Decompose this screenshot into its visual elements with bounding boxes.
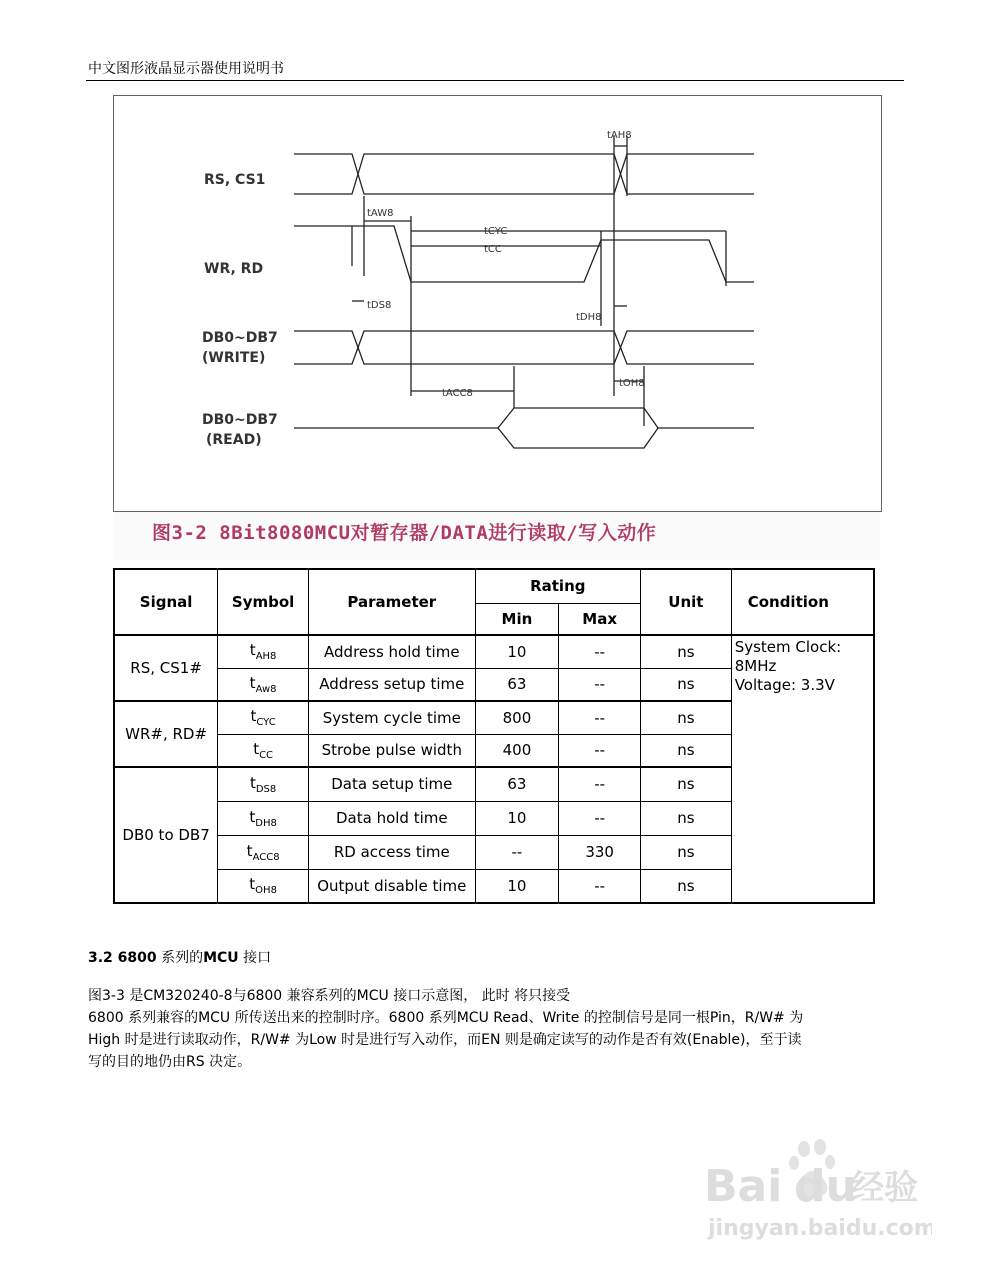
min-cell: 10 [475,801,559,835]
max-cell: -- [559,734,641,767]
symbol-cell [218,801,309,835]
symbol-subscript: CC [259,749,274,761]
symbol-cell [218,635,309,668]
paragraph-line-2: 6800 系列兼容的MCU 所传送出来的控制时序。6800 系列MCU Read、Write 的控制信号是同一根Pin，R/W# 为 [88,1010,804,1026]
min-cell: 10 [475,635,559,668]
header-min: Min [475,603,559,635]
max-cell: -- [559,767,641,801]
parameter-cell: Strobe pulse width [309,734,476,767]
max-cell: -- [559,668,641,701]
group-wr-rd: WR#, RD# [114,701,218,767]
signal-label-db-write: DB0~DB7 [202,330,278,346]
timing-label-tcc: tCC [484,244,502,255]
diagram-caption: 图3-2 8Bit8080MCU对暂存器/DATA进行读取/写入动作 [152,522,657,544]
condition-clock-value: 8MHz [734,657,777,675]
table-row [114,635,874,668]
symbol-base: t [249,773,256,792]
max-cell: -- [559,635,641,668]
timing-label-tcyc: tCYC [484,226,508,237]
timing-label-tacc8: tACC8 [442,388,473,399]
signal-label-wr: WR, RD [204,261,264,277]
timing-diagram [113,95,882,512]
header-condition: Condition [731,569,874,635]
baidu-watermark [702,1135,932,1255]
section-mcu: MCU [203,950,239,966]
timing-label-taw8: tAW8 [367,208,394,219]
symbol-subscript: Aw8 [255,683,277,695]
symbol-cell [218,668,309,701]
timing-spec-table [113,568,875,904]
max-cell: -- [559,701,641,734]
signal-label-write: (WRITE) [202,350,266,366]
section-number: 3.2 6800 [88,950,157,966]
symbol-cell [218,869,309,903]
condition-voltage: Voltage: 3.3V [734,676,835,694]
min-cell: 63 [475,668,559,701]
unit-cell: ns [641,767,732,801]
paragraph-line-3: High 时是进行读取动作，R/W# 为Low 时是进行写入动作，而EN 则是确定读写的动作是否有效(Enable)，至于读 [88,1032,802,1048]
header-max: Max [559,603,641,635]
symbol-subscript: DS8 [255,783,277,795]
symbol-subscript: OH8 [255,885,277,897]
unit-cell: ns [641,668,732,701]
symbol-subscript: CYC [256,717,276,729]
condition-cell [731,635,874,903]
symbol-subscript: AH8 [255,651,277,663]
paragraph-line-1: 图3-3 是CM320240-8与6800 兼容系列的MCU 接口示意图， 此时 将只接受 [88,988,571,1004]
group-rs-cs1: RS, CS1# [114,635,218,701]
section-text-1: 系列的 [156,950,204,966]
timing-label-tds8: tDS8 [367,300,392,311]
watermark-jingyan: 经验 [850,1168,918,1208]
symbol-cell [218,835,309,869]
group-db0-db7: DB0 to DB7 [114,767,218,903]
parameter-cell: RD access time [309,835,476,869]
paragraph-line-4: 写的目的地仍由RS 决定。 [88,1054,252,1070]
timing-label-tah8: tAH8 [607,130,632,141]
unit-cell: ns [641,734,732,767]
unit-cell: ns [641,635,732,668]
header-symbol: Symbol [218,569,309,635]
header-rule [86,80,904,81]
header-rating: Rating [475,569,640,603]
symbol-base: t [249,807,256,826]
symbol-subscript: ACC8 [252,851,280,863]
min-cell: -- [475,835,559,869]
min-cell: 10 [475,869,559,903]
symbol-base: t [253,739,260,758]
header-parameter: Parameter [309,569,476,635]
symbol-base: t [249,641,256,660]
max-cell: 330 [559,835,641,869]
symbol-base: t [249,673,256,692]
timing-diagram-svg [114,96,881,511]
page-header-title: 中文图形液晶显示器使用说明书 [88,61,284,77]
min-cell: 400 [475,734,559,767]
body-paragraph [88,985,906,1073]
parameter-cell: Data setup time [309,767,476,801]
symbol-cell [218,767,309,801]
section-heading [88,947,271,967]
signal-label-read: (READ) [206,432,262,448]
symbol-base: t [250,707,257,726]
unit-cell: ns [641,869,732,903]
symbol-base: t [249,875,256,894]
min-cell: 63 [475,767,559,801]
parameter-cell: Address hold time [309,635,476,668]
parameter-cell: Data hold time [309,801,476,835]
max-cell: -- [559,801,641,835]
timing-label-tdh8: tDH8 [576,312,602,323]
min-cell: 800 [475,701,559,734]
timing-label-toh8: tOH8 [619,378,645,389]
symbol-cell [218,734,309,767]
section-text-2: 接口 [238,950,272,966]
max-cell: -- [559,869,641,903]
signal-label-db-read: DB0~DB7 [202,412,278,428]
symbol-cell [218,701,309,734]
symbol-subscript: DH8 [255,817,277,829]
header-signal: Signal [114,569,218,635]
symbol-base: t [246,841,253,860]
header-unit: Unit [641,569,732,635]
watermark-du: du [794,1161,857,1212]
signal-label-rs: RS, CS1 [204,172,266,188]
paw-logo-icon [702,1135,932,1255]
unit-cell: ns [641,701,732,734]
parameter-cell: Output disable time [309,869,476,903]
watermark-url: jingyan.baidu.com [708,1216,932,1241]
unit-cell: ns [641,801,732,835]
parameter-cell: Address setup time [309,668,476,701]
unit-cell: ns [641,835,732,869]
parameter-cell: System cycle time [309,701,476,734]
watermark-bai: Bai [704,1161,783,1212]
condition-clock-label: System Clock: [734,638,842,656]
